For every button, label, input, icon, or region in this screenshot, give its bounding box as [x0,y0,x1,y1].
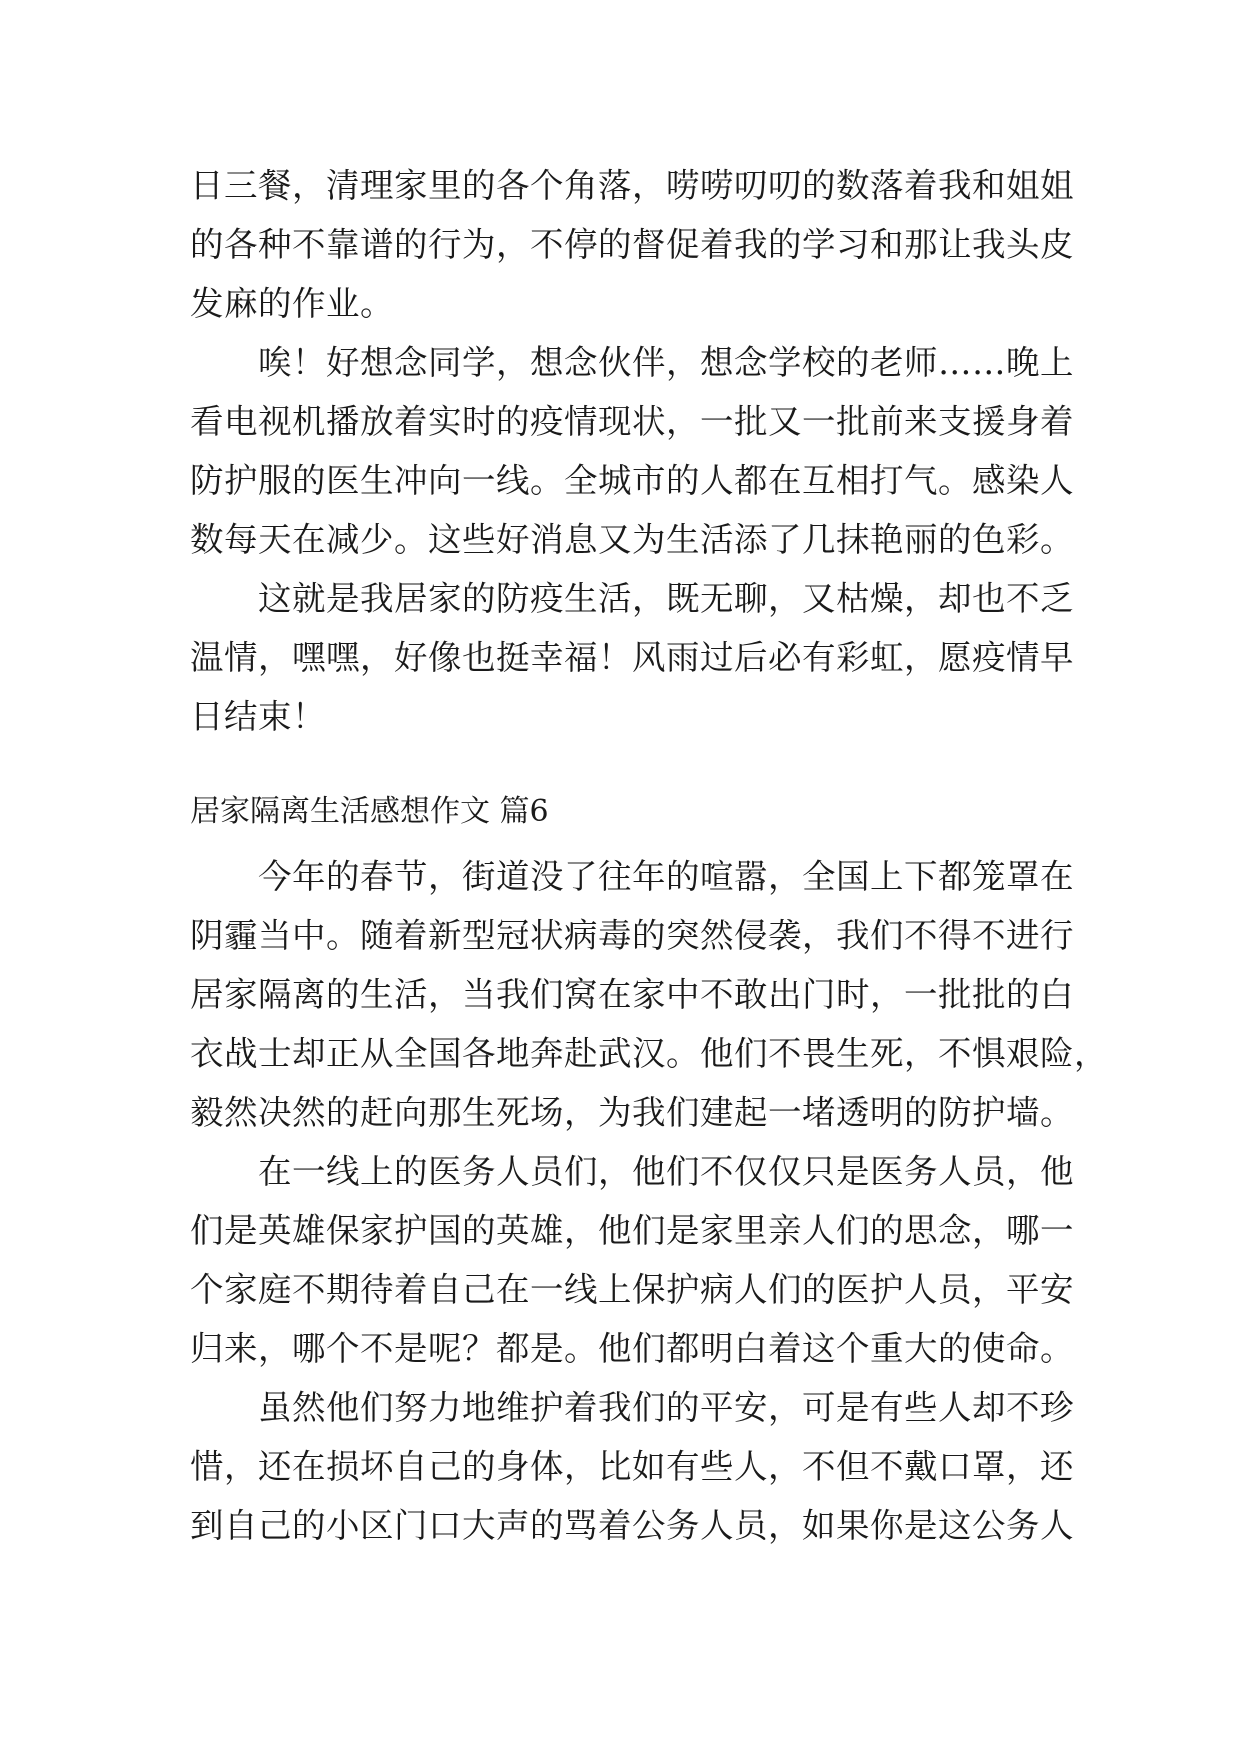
body-line: 归来，哪个不是呢？都是。他们都明白着这个重大的使命。 [190,1329,1074,1368]
body-line: 个家庭不期待着自己在一线上保护病人们的医护人员，平安 [190,1270,1074,1309]
body-line: 唉！好想念同学，想念伙伴，想念学校的老师……晚上 [190,343,1074,382]
section-heading: 居家隔离生活感想作文 篇6 [190,794,549,829]
body-line: 的各种不靠谱的行为，不停的督促着我的学习和那让我头皮 [190,225,1074,264]
body-line: 今年的春节，街道没了往年的喧嚣，全国上下都笼罩在 [190,857,1074,896]
body-line: 毅然决然的赶向那生死场，为我们建起一堵透明的防护墙。 [190,1093,1074,1132]
body-line: 在一线上的医务人员们，他们不仅仅只是医务人员，他 [190,1152,1074,1191]
body-line: 们是英雄保家护国的英雄，他们是家里亲人们的思念，哪一 [190,1211,1074,1250]
body-line: 惜，还在损坏自己的身体，比如有些人，不但不戴口罩，还 [190,1447,1074,1486]
body-line: 温情，嘿嘿，好像也挺幸福！风雨过后必有彩虹，愿疫情早 [190,638,1074,677]
body-line: 日结束！ [190,697,326,736]
body-line: 到自己的小区门口大声的骂着公务人员，如果你是这公务人 [190,1506,1074,1545]
body-line: 虽然他们努力地维护着我们的平安，可是有些人却不珍 [190,1388,1074,1427]
body-line: 看电视机播放着实时的疫情现状，一批又一批前来支援身着 [190,402,1074,441]
body-line: 发麻的作业。 [190,284,394,323]
body-line: 居家隔离的生活，当我们窝在家中不敢出门时，一批批的白 [190,975,1074,1014]
body-line: 衣战士却正从全国各地奔赴武汉。他们不畏生死，不惧艰险， [190,1034,1108,1073]
body-line: 数每天在减少。这些好消息又为生活添了几抹艳丽的色彩。 [190,520,1074,559]
body-line: 日三餐，清理家里的各个角落，唠唠叨叨的数落着我和姐姐 [190,166,1074,205]
body-line: 防护服的医生冲向一线。全城市的人都在互相打气。感染人 [190,461,1074,500]
body-line: 这就是我居家的防疫生活，既无聊，又枯燥，却也不乏 [190,579,1074,618]
body-line: 阴霾当中。随着新型冠状病毒的突然侵袭，我们不得不进行 [190,916,1074,955]
